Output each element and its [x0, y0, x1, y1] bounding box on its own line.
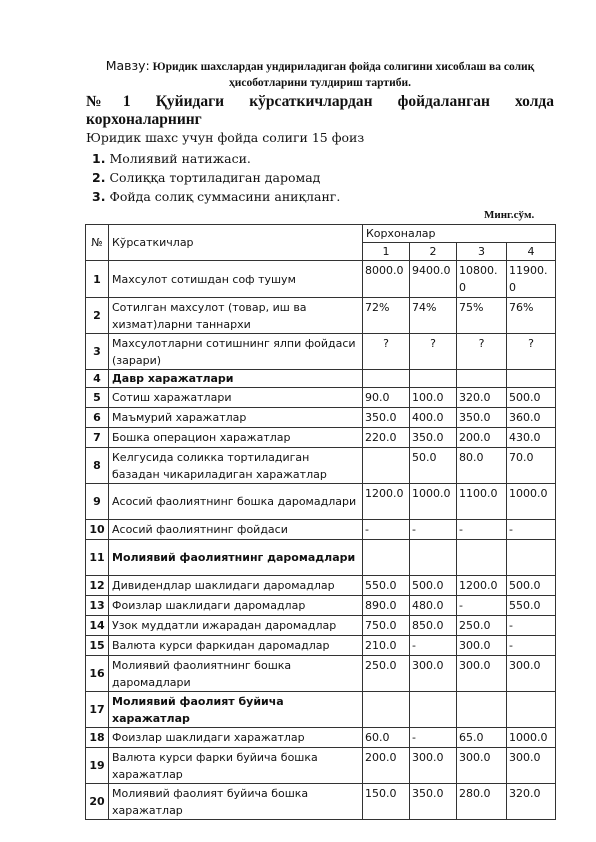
- cell-company-2: [410, 692, 457, 728]
- cell-company-1: 200.0: [363, 748, 410, 784]
- topic-text: Юридик шахслардан ундириладиган фойда солигини хисоблаш ва солиқ ҳисоботларини тулдириш тартиби.: [152, 61, 535, 89]
- cell-company-1: [363, 370, 410, 388]
- cell-company-2: [410, 370, 457, 388]
- indicators-table: [85, 224, 556, 820]
- cell-company-2: ?: [410, 334, 457, 370]
- cell-company-2: 74%: [410, 298, 457, 334]
- cell-company-4: 500.0: [507, 576, 556, 596]
- row-number: 6: [86, 408, 109, 428]
- row-number: 2: [86, 298, 109, 334]
- table-row: [86, 728, 556, 748]
- table-row: [86, 748, 556, 784]
- row-number: 19: [86, 748, 109, 784]
- header-companies: Корхоналар: [363, 225, 556, 243]
- cell-company-1: -: [363, 520, 410, 540]
- cell-company-2: -: [410, 636, 457, 656]
- row-number: 7: [86, 428, 109, 448]
- row-number: 9: [86, 484, 109, 520]
- cell-company-1: 72%: [363, 298, 410, 334]
- cell-company-1: 250.0: [363, 656, 410, 692]
- row-label: Узок муддатли ижарадан даромадлар: [109, 616, 363, 636]
- cell-company-3: [457, 484, 507, 520]
- cell-company-3: 250.0: [457, 616, 507, 636]
- cell-company-2: 100.0: [410, 388, 457, 408]
- cell-company-3: 320.0: [457, 388, 507, 408]
- cell-value: 11900.0: [509, 264, 548, 294]
- cell-company-2: 480.0: [410, 596, 457, 616]
- unit-label: Минг.сўм.: [484, 209, 535, 221]
- row-label: Молиявий фаолиятнинг даромадлари: [109, 540, 363, 576]
- cell-company-2: [410, 540, 457, 576]
- row-number: 17: [86, 692, 109, 728]
- row-label: Молиявий фаолият буйича бошка харажатлар: [109, 784, 363, 820]
- table-row: [86, 692, 556, 728]
- cell-company-4: 70.0: [507, 448, 556, 484]
- cell-company-3: 300.0: [457, 656, 507, 692]
- cell-company-1: [363, 448, 410, 484]
- cell-company-1: 90.0: [363, 388, 410, 408]
- row-number: 18: [86, 728, 109, 748]
- row-number: 20: [86, 784, 109, 820]
- cell-company-4: 300.0: [507, 656, 556, 692]
- row-number: 3: [86, 334, 109, 370]
- cell-company-3: 65.0: [457, 728, 507, 748]
- header-company-3: 3: [457, 243, 507, 261]
- cell-company-3: -: [457, 520, 507, 540]
- table-row: [86, 298, 556, 334]
- cell-company-1: 350.0: [363, 408, 410, 428]
- row-label: Асосий фаолиятнинг бошка даромадлари: [109, 484, 363, 520]
- cell-company-2: -: [410, 728, 457, 748]
- cell-company-2: [410, 484, 457, 520]
- row-number: 15: [86, 636, 109, 656]
- cell-company-3: -: [457, 596, 507, 616]
- cell-company-3: 75%: [457, 298, 507, 334]
- row-number: 16: [86, 656, 109, 692]
- cell-company-1: 150.0: [363, 784, 410, 820]
- table-row: [86, 656, 556, 692]
- table-row: [86, 484, 556, 520]
- cell-value: 10800.0: [459, 264, 498, 294]
- row-label: Молиявий фаолият буйича харажатлар: [109, 692, 363, 728]
- cell-company-1: [363, 261, 410, 298]
- table-row: [86, 388, 556, 408]
- cell-company-2: -: [410, 520, 457, 540]
- cell-company-2: 850.0: [410, 616, 457, 636]
- cell-company-1: 750.0: [363, 616, 410, 636]
- cell-company-3: 80.0: [457, 448, 507, 484]
- cell-company-1: [363, 692, 410, 728]
- cell-company-4: -: [507, 636, 556, 656]
- header-company-1: 1: [363, 243, 410, 261]
- cell-company-1: 890.0: [363, 596, 410, 616]
- cell-company-3: [457, 261, 507, 298]
- table-body: [86, 261, 556, 820]
- row-label: Фоизлар шаклидаги харажатлар: [109, 728, 363, 748]
- cell-company-2: 400.0: [410, 408, 457, 428]
- cell-company-4: [507, 540, 556, 576]
- row-number: 4: [86, 370, 109, 388]
- table-row: [86, 596, 556, 616]
- task-item-1: [92, 150, 251, 168]
- task-title-line1: №1 Қуйидаги кўрсаткичлардан фойдаланган холда: [86, 93, 554, 110]
- table-row: [86, 261, 556, 298]
- cell-company-4: [507, 692, 556, 728]
- cell-value: 8000.0: [365, 264, 404, 277]
- cell-company-3: 350.0: [457, 408, 507, 428]
- cell-company-4: [507, 484, 556, 520]
- row-label: Бошка операцион харажатлар: [109, 428, 363, 448]
- cell-company-2: 300.0: [410, 656, 457, 692]
- row-number: 10: [86, 520, 109, 540]
- cell-company-3: 280.0: [457, 784, 507, 820]
- table-row: [86, 784, 556, 820]
- row-label: Фоизлар шаклидаги даромадлар: [109, 596, 363, 616]
- cell-value: 1000.0: [509, 487, 548, 500]
- cell-company-3: 300.0: [457, 748, 507, 784]
- header-company-4: 4: [507, 243, 556, 261]
- table-row: [86, 370, 556, 388]
- row-label: Махсулотларни сотишнинг ялпи фойдаси (зарари): [109, 334, 363, 370]
- cell-company-3: [457, 692, 507, 728]
- table-row: [86, 334, 556, 370]
- cell-company-3: [457, 370, 507, 388]
- table-row: [86, 636, 556, 656]
- task-subtitle: Юридик шахс учун фойда солиги 15 фоиз: [86, 130, 365, 145]
- table-row: [86, 540, 556, 576]
- cell-company-1: 210.0: [363, 636, 410, 656]
- task-item-number: 2.: [92, 170, 106, 185]
- table-row: [86, 408, 556, 428]
- cell-value: 9400.0: [412, 264, 451, 277]
- row-label: Валюта курси фаркидан даромадлар: [109, 636, 363, 656]
- header-company-2: 2: [410, 243, 457, 261]
- row-label: Валюта курси фарки буйича бошка харажатлар: [109, 748, 363, 784]
- cell-value: 1000.0: [412, 487, 451, 500]
- row-number: 1: [86, 261, 109, 298]
- task-item-number: 1.: [92, 151, 106, 166]
- row-number: 12: [86, 576, 109, 596]
- cell-company-1: 550.0: [363, 576, 410, 596]
- task-item-text: Фойда солиқ суммасини аниқланг.: [109, 189, 341, 204]
- row-number: 13: [86, 596, 109, 616]
- task-item-3: [92, 188, 340, 206]
- table-row: [86, 616, 556, 636]
- header-indicator: Кўрсаткичлар: [109, 225, 363, 261]
- cell-company-4: 430.0: [507, 428, 556, 448]
- task-title-line2: корхоналарнинг: [86, 111, 202, 128]
- cell-company-1: ?: [363, 334, 410, 370]
- cell-company-4: 76%: [507, 298, 556, 334]
- row-label: Давр харажатлари: [109, 370, 363, 388]
- cell-company-1: 220.0: [363, 428, 410, 448]
- cell-company-1: [363, 484, 410, 520]
- cell-company-4: 500.0: [507, 388, 556, 408]
- cell-company-3: 1200.0: [457, 576, 507, 596]
- row-label: Дивидендлар шаклидаги даромадлар: [109, 576, 363, 596]
- task-item-text: Молиявий натижаси.: [109, 151, 251, 166]
- task-item-number: 3.: [92, 189, 106, 204]
- cell-company-4: [507, 370, 556, 388]
- row-number: 14: [86, 616, 109, 636]
- topic-label: Мавзу:: [105, 58, 150, 73]
- cell-company-2: 300.0: [410, 748, 457, 784]
- cell-company-2: [410, 261, 457, 298]
- cell-company-1: [363, 540, 410, 576]
- cell-company-3: 200.0: [457, 428, 507, 448]
- row-number: 8: [86, 448, 109, 484]
- row-label: Сотилган махсулот (товар, иш ва хизмат)ларни таннархи: [109, 298, 363, 334]
- row-number: 5: [86, 388, 109, 408]
- task-item-text: Солиққа тортиладиган даромад: [109, 170, 321, 185]
- cell-value: 1100.0: [459, 487, 498, 500]
- cell-value: 1200.0: [365, 487, 404, 500]
- cell-company-3: ?: [457, 334, 507, 370]
- table-row: [86, 448, 556, 484]
- cell-company-2: 350.0: [410, 784, 457, 820]
- cell-company-3: [457, 540, 507, 576]
- header-number: №: [86, 225, 109, 261]
- row-label: Асосий фаолиятнинг фойдаси: [109, 520, 363, 540]
- row-number: 11: [86, 540, 109, 576]
- cell-company-2: 350.0: [410, 428, 457, 448]
- task-item-2: [92, 169, 320, 187]
- cell-company-4: 1000.0: [507, 728, 556, 748]
- cell-company-4: 360.0: [507, 408, 556, 428]
- table-row: [86, 428, 556, 448]
- row-label: Келгусида соликка тортиладиган базадан чикариладиган харажатлар: [109, 448, 363, 484]
- cell-company-4: -: [507, 616, 556, 636]
- cell-company-3: 300.0: [457, 636, 507, 656]
- table-row: [86, 576, 556, 596]
- cell-company-1: 60.0: [363, 728, 410, 748]
- table-row: [86, 520, 556, 540]
- cell-company-4: 550.0: [507, 596, 556, 616]
- cell-company-4: [507, 261, 556, 298]
- row-label: Махсулот сотишдан соф тушум: [109, 261, 363, 298]
- cell-company-2: 50.0: [410, 448, 457, 484]
- row-label: Молиявий фаолиятнинг бошка даромадлари: [109, 656, 363, 692]
- cell-company-2: 500.0: [410, 576, 457, 596]
- row-label: Сотиш харажатлари: [109, 388, 363, 408]
- cell-company-4: 320.0: [507, 784, 556, 820]
- cell-company-4: ?: [507, 334, 556, 370]
- topic-heading: [80, 58, 560, 91]
- cell-company-4: 300.0: [507, 748, 556, 784]
- cell-company-4: -: [507, 520, 556, 540]
- row-label: Маъмурий харажатлар: [109, 408, 363, 428]
